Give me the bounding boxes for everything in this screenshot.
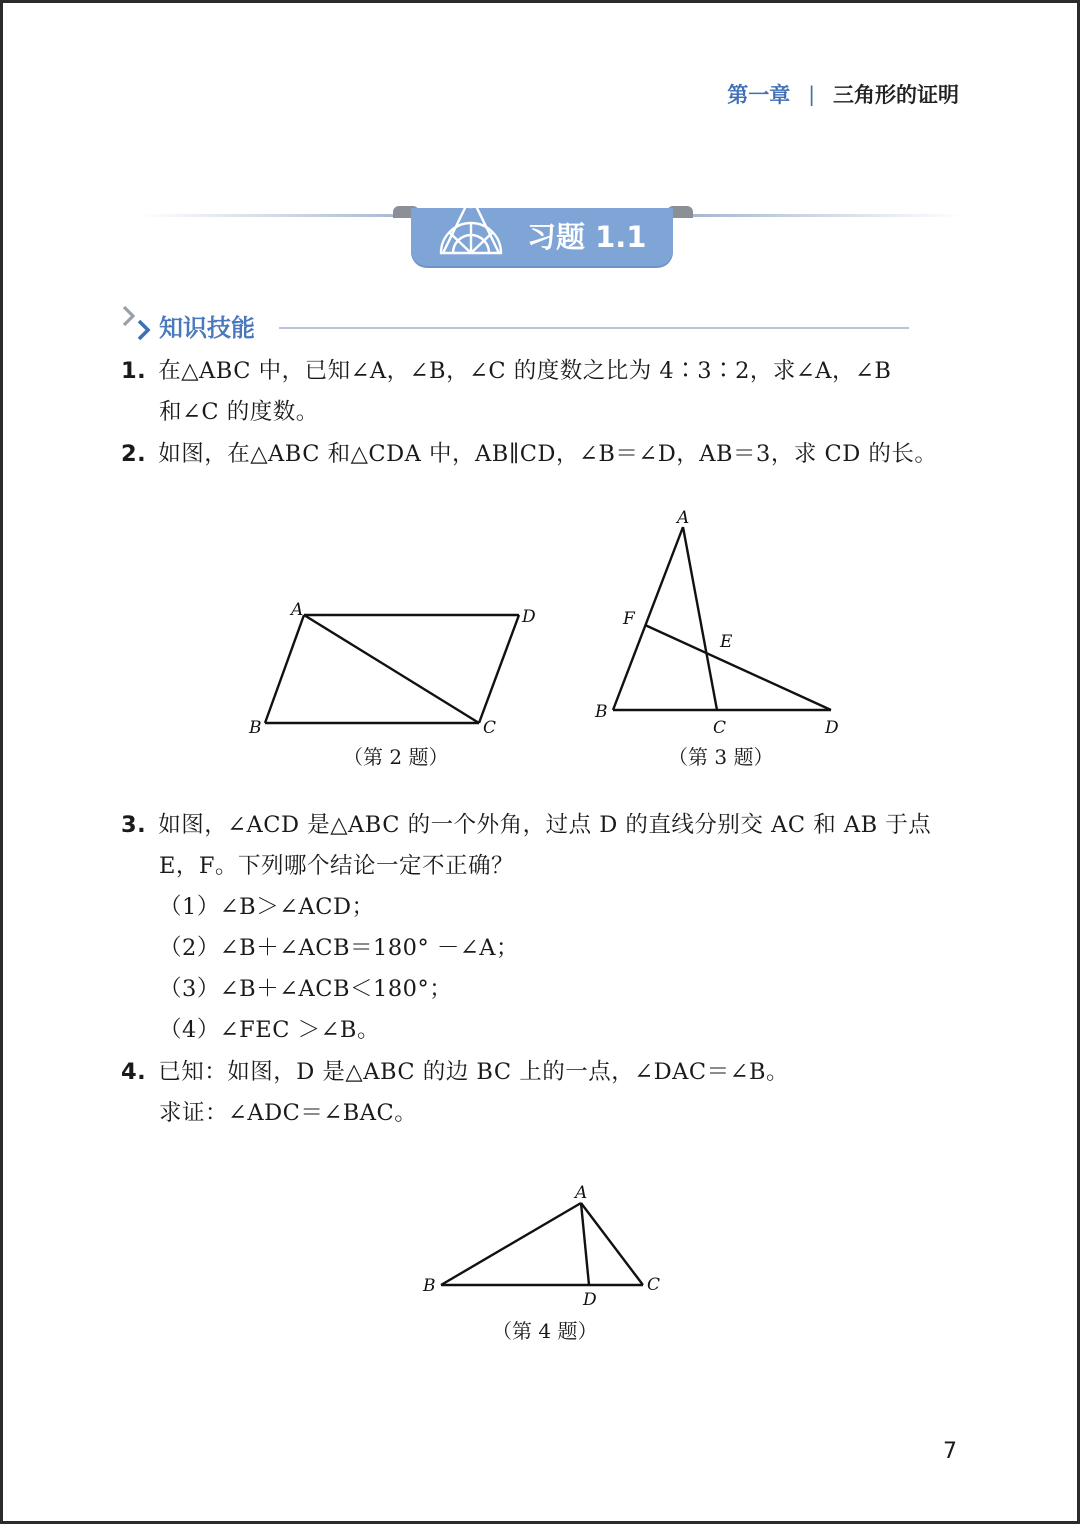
problem-4-line-1 xyxy=(121,1056,789,1088)
problem-2-line-1 xyxy=(121,438,937,470)
segment-AD xyxy=(581,1203,589,1285)
label-A: A xyxy=(677,508,690,528)
exercise-title: 习题 1.1 xyxy=(527,220,647,254)
problem-4-line-2: 求证：∠ADC＝∠BAC。 xyxy=(159,1100,418,1126)
problem-3-option-4: （4）∠FEC ＞∠B。 xyxy=(159,1017,380,1043)
header-separator: | xyxy=(808,82,815,106)
problem-3-option-2: （2）∠B＋∠ACB＝180° －∠A； xyxy=(159,935,520,961)
problem-3-option-1: （1）∠B＞∠ACD； xyxy=(159,894,375,920)
label-D: D xyxy=(583,1290,597,1310)
section-rule xyxy=(279,327,909,329)
problem-text: 在△ABC 中，已知∠A，∠B，∠C 的度数之比为 4∶3∶2，求∠A，∠B xyxy=(158,358,892,384)
label-B: B xyxy=(595,702,608,722)
label-E: E xyxy=(720,632,733,652)
problem-number: 4. xyxy=(121,1059,147,1085)
problem-1-line-1 xyxy=(121,355,891,387)
problem-number: 1. xyxy=(121,358,147,384)
figure-4-caption: （第 4 题） xyxy=(492,1319,598,1343)
chevron-double-icon xyxy=(121,303,159,347)
page-number: 7 xyxy=(943,1439,957,1464)
problem-3-line-2: E，F。下列哪个结论一定不正确？ xyxy=(159,853,515,879)
figure-2 xyxy=(239,593,549,743)
label-C: C xyxy=(647,1275,661,1295)
problem-text: 如图，∠ACD 是△ABC 的一个外角，过点 D 的直线分别交 AC 和 AB 于点 xyxy=(158,812,932,838)
chapter-label: 第一章 xyxy=(727,83,791,107)
label-B: B xyxy=(423,1276,436,1296)
problem-number: 2. xyxy=(121,441,147,467)
label-B: B xyxy=(249,718,262,738)
problem-3-option-3: （3）∠B＋∠ACB＜180°； xyxy=(159,976,453,1002)
segment-AB xyxy=(265,615,304,723)
label-C: C xyxy=(483,718,497,738)
figure-2-caption: （第 2 题） xyxy=(343,745,449,769)
figure-3 xyxy=(593,505,853,741)
segment-DC xyxy=(479,615,519,723)
label-D: D xyxy=(522,607,536,627)
problem-number: 3. xyxy=(121,812,147,838)
running-head xyxy=(727,79,959,109)
label-A: A xyxy=(575,1183,588,1203)
label-D: D xyxy=(825,718,839,738)
problem-text: 已知：如图，D 是△ABC 的边 BC 上的一点，∠DAC＝∠B。 xyxy=(158,1059,789,1085)
segment-AC xyxy=(304,615,479,723)
banner-rule-right xyxy=(693,214,963,217)
label-C: C xyxy=(713,718,727,738)
section-title: 知识技能 xyxy=(159,313,255,342)
figure-3-caption: （第 3 题） xyxy=(668,745,774,769)
label-A: A xyxy=(291,600,304,620)
problem-3-line-1 xyxy=(121,809,931,841)
segment-AB xyxy=(441,1203,581,1285)
problem-1-line-2: 和∠C 的度数。 xyxy=(159,399,319,425)
problem-text: 如图，在△ABC 和△CDA 中，AB∥CD，∠B＝∠D，AB＝3，求 CD 的长。 xyxy=(158,441,938,467)
chapter-title: 三角形的证明 xyxy=(833,83,959,107)
segment-AC xyxy=(581,1203,643,1285)
banner-rule-left xyxy=(138,214,408,217)
figure-4 xyxy=(419,1179,669,1315)
compass-protractor-icon xyxy=(435,181,507,259)
segment-AC xyxy=(683,527,717,710)
label-F: F xyxy=(623,609,635,629)
section-heading xyxy=(121,303,255,347)
segment-FD xyxy=(645,625,831,710)
